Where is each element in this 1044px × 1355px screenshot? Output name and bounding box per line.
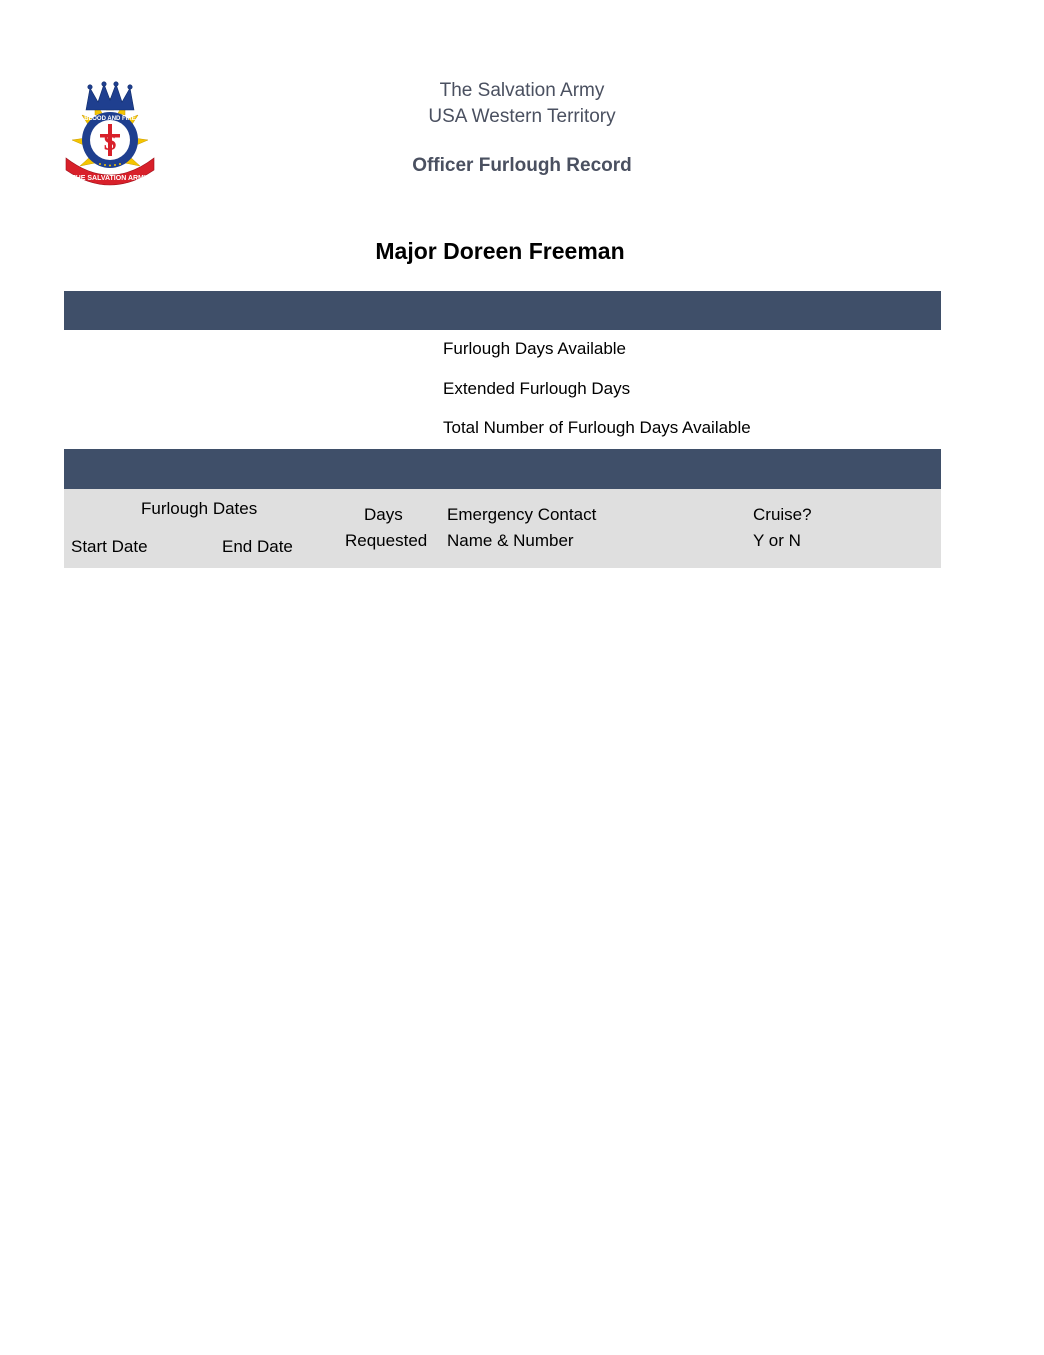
officer-name: Major Doreen Freeman [375,238,625,264]
section-divider-band [64,449,941,489]
emergency-contact-header-line2: Name & Number [447,531,574,550]
cruise-header-line2: Y or N [753,531,801,550]
furlough-dates-header: Furlough Dates [141,499,258,518]
table-header [64,489,941,568]
total-furlough-days-label: Total Number of Furlough Days Available [443,418,751,437]
days-requested-header-line1: Days [364,505,403,524]
days-requested-header-line2: Requested [345,531,428,550]
organization-name: The Salvation Army [439,80,605,101]
cruise-header-line1: Cruise? [753,505,812,524]
end-date-header: End Date [222,537,293,556]
start-date-header: Start Date [71,537,148,556]
emergency-contact-header-line1: Emergency Contact [447,505,597,524]
extended-furlough-days-label: Extended Furlough Days [443,379,631,398]
document-title: Officer Furlough Record [412,155,632,176]
territory-name: USA Western Territory [428,106,616,127]
crest-ribbon: THE SALVATION ARMY [71,175,149,182]
crest-motto: BLOOD AND FIRE [84,116,136,122]
furlough-days-available-label: Furlough Days Available [443,339,627,358]
section-divider-band [64,291,941,330]
svg-text:S: S [103,130,117,156]
